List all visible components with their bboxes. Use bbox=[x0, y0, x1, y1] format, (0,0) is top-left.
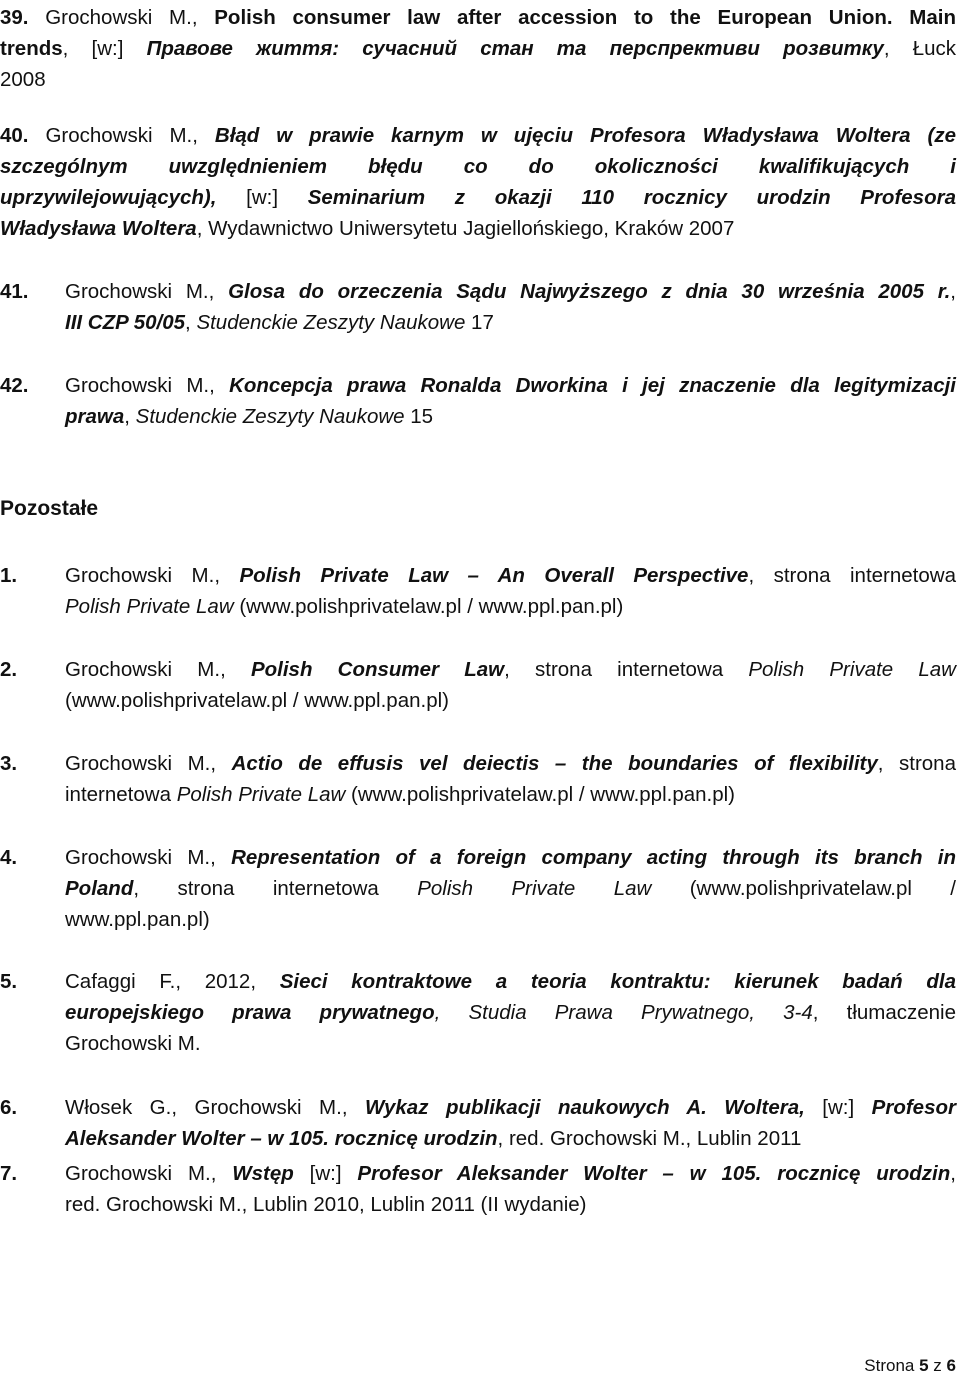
entry-text: , bbox=[185, 311, 197, 334]
entry-text: prawa bbox=[65, 405, 125, 428]
entry-text: szczególnym uwzględnieniem błędu co do okoliczności kwalifikujących i bbox=[0, 155, 956, 178]
bibliography-entry-42 bbox=[0, 370, 956, 432]
entry-line bbox=[0, 654, 956, 685]
entry-number: 4. bbox=[0, 846, 18, 869]
author-name: Grochowski M. bbox=[65, 280, 209, 303]
entry-text: III CZP 50/05 bbox=[65, 311, 186, 334]
author-name: Grochowski M. bbox=[65, 658, 221, 681]
entry-number: 7. bbox=[0, 1162, 18, 1185]
author-name: Grochowski M. bbox=[65, 374, 210, 397]
entry-text: Władysława Woltera bbox=[0, 217, 197, 240]
entry-text: internetowa bbox=[65, 783, 177, 806]
entry-text: www.ppl.pan.pl) bbox=[65, 908, 210, 931]
other-entry-2 bbox=[0, 654, 956, 716]
other-entry-1 bbox=[0, 560, 956, 622]
page-footer bbox=[864, 1356, 956, 1376]
entry-text: , 2012, bbox=[175, 970, 280, 993]
entry-line bbox=[0, 842, 956, 873]
entry-text: Polish Private Law bbox=[417, 877, 652, 900]
entry-text: , bbox=[210, 1162, 233, 1185]
entry-number: 6. bbox=[0, 1096, 18, 1119]
footer-middle: z bbox=[928, 1356, 947, 1375]
entry-text: , Łuck bbox=[883, 37, 956, 60]
entry-line bbox=[0, 307, 956, 338]
entry-text: , [w:] bbox=[62, 37, 147, 60]
entry-line bbox=[0, 64, 956, 95]
entry-line bbox=[0, 1189, 956, 1220]
entry-text: , bbox=[210, 846, 232, 869]
entry-text: Profesor Aleksander Wolter – w 105. rocznicę urodzin bbox=[357, 1162, 951, 1185]
entry-text: Polish Private Law bbox=[748, 658, 956, 681]
entry-line bbox=[0, 873, 956, 904]
entry-text: , strona bbox=[877, 752, 956, 775]
entry-line bbox=[0, 966, 956, 997]
entry-text: Wstęp bbox=[232, 1162, 294, 1185]
entry-text: , strona internetowa bbox=[748, 564, 956, 587]
entry-line bbox=[0, 560, 956, 591]
entry-text: Studenckie Zeszyty Naukowe bbox=[135, 405, 405, 428]
entry-text: , bbox=[209, 374, 230, 397]
author-name: Grochowski M. bbox=[45, 6, 192, 29]
bibliography-entry-41 bbox=[0, 276, 956, 338]
entry-text: , strona internetowa bbox=[504, 658, 749, 681]
entry-text: Polish Consumer Law bbox=[250, 658, 505, 681]
entry-number: 5. bbox=[0, 970, 18, 993]
entry-text: , bbox=[950, 1162, 956, 1185]
entry-line bbox=[0, 779, 956, 810]
entry-line bbox=[0, 370, 956, 401]
entry-line bbox=[0, 1123, 956, 1154]
entry-text: Studenckie Zeszyty Naukowe bbox=[196, 311, 466, 334]
entry-line bbox=[0, 591, 956, 622]
entry-text: uprzywilejowujących), bbox=[0, 186, 217, 209]
entry-number: 41. bbox=[0, 280, 29, 303]
entry-line bbox=[0, 120, 956, 151]
entry-text: Representation of a foreign company acting through its branch in bbox=[231, 846, 956, 869]
author-name: Włosek G., Grochowski M. bbox=[65, 1096, 342, 1119]
entry-number: 39. bbox=[0, 6, 46, 29]
entry-line bbox=[0, 748, 956, 779]
entry-text: Polish Private Law bbox=[65, 595, 234, 618]
author-name: Grochowski M. bbox=[65, 564, 215, 587]
footer-page-total: 6 bbox=[946, 1356, 956, 1375]
entry-text: 2008 bbox=[0, 68, 46, 91]
entry-text: [w:] bbox=[293, 1162, 358, 1185]
entry-text: Grochowski M. bbox=[65, 1032, 201, 1055]
entry-text: , bbox=[950, 280, 956, 303]
entry-text: (www.polishprivatelaw.pl / www.ppl.pan.pl) bbox=[65, 689, 449, 712]
entry-text: , bbox=[220, 658, 251, 681]
entry-text: , bbox=[191, 6, 215, 29]
entry-line bbox=[0, 182, 956, 213]
entry-text: Polish Private Law – An Overall Perspective bbox=[239, 564, 749, 587]
entry-text: Aleksander Wolter – w 105. rocznicę urodzin bbox=[65, 1127, 498, 1150]
footer-prefix: Strona bbox=[864, 1356, 920, 1375]
bibliography-entry-39 bbox=[0, 2, 956, 95]
entry-number: 2. bbox=[0, 658, 18, 681]
entry-line bbox=[0, 997, 956, 1028]
entry-line bbox=[0, 904, 956, 935]
entry-text: [w:] bbox=[804, 1096, 872, 1119]
entry-line bbox=[0, 33, 956, 64]
entry-text: , bbox=[208, 280, 229, 303]
entry-line bbox=[0, 1158, 956, 1189]
entry-line bbox=[0, 2, 956, 33]
other-entry-4 bbox=[0, 842, 956, 935]
entry-text: (www.polishprivatelaw.pl / www.ppl.pan.pl) bbox=[233, 595, 624, 618]
entry-text: , red. Grochowski M., Lublin 2011 bbox=[497, 1127, 802, 1150]
other-entry-5 bbox=[0, 966, 956, 1059]
entry-line bbox=[0, 151, 956, 182]
entry-text: 15 bbox=[404, 405, 434, 428]
author-name: Grochowski M. bbox=[65, 752, 211, 775]
entry-text: Actio de effusis vel deiectis – the boundaries of flexibility bbox=[231, 752, 878, 775]
other-entry-7 bbox=[0, 1158, 956, 1220]
entry-text: Błąd w prawie karnym w ujęciu Profesora Władysława Woltera (ze bbox=[214, 124, 956, 147]
section-heading: Pozostałe bbox=[0, 497, 99, 520]
entry-line bbox=[0, 276, 956, 307]
other-entry-6 bbox=[0, 1092, 956, 1154]
entry-line bbox=[0, 401, 956, 432]
entry-number: 3. bbox=[0, 752, 18, 775]
entry-text: Poland bbox=[65, 877, 134, 900]
entry-text: Polish consumer law after accession to the European Union. Main bbox=[214, 6, 956, 29]
entry-number: 1. bbox=[0, 564, 18, 587]
entry-text: , Wydawnictwo Uniwersytetu Jagiellońskiego, Kraków 2007 bbox=[196, 217, 735, 240]
entry-text: , tłumaczenie bbox=[812, 1001, 957, 1024]
entry-text: Polish Private Law bbox=[176, 783, 346, 806]
other-entry-3 bbox=[0, 748, 956, 810]
footer-page-number: 5 bbox=[919, 1356, 929, 1375]
author-name: Grochowski M. bbox=[65, 846, 211, 869]
entry-text: , strona internetowa bbox=[133, 877, 418, 900]
author-name: Grochowski M. bbox=[45, 124, 193, 147]
entry-line bbox=[0, 213, 956, 244]
entry-text: 17 bbox=[465, 311, 494, 334]
entry-line bbox=[0, 1092, 956, 1123]
entry-text: europejskiego prawa prywatnego bbox=[65, 1001, 435, 1024]
entry-text: Seminarium z okazji 110 rocznicy urodzin Profesora bbox=[307, 186, 956, 209]
entry-text: [w:] bbox=[216, 186, 308, 209]
entry-text: Profesor bbox=[871, 1096, 956, 1119]
entry-text: , bbox=[341, 1096, 366, 1119]
author-name: Grochowski M. bbox=[65, 1162, 211, 1185]
entry-text: (www.polishprivatelaw.pl / bbox=[651, 877, 957, 900]
entry-text: , Studia Prawa Prywatnego, 3-4 bbox=[434, 1001, 813, 1024]
author-name: Cafaggi F. bbox=[65, 970, 176, 993]
entry-text: Правове життя: сучасний стан та перспрективи розвитку bbox=[146, 37, 884, 60]
entry-text: Koncepcja prawa Ronalda Dworkina i jej znaczenie dla legitymizacji bbox=[229, 374, 956, 397]
entry-text: , bbox=[214, 564, 240, 587]
entry-text: trends bbox=[0, 37, 63, 60]
entry-line bbox=[0, 685, 956, 716]
entry-line bbox=[0, 1028, 956, 1059]
entry-text: red. Grochowski M., Lublin 2010, Lublin 2011 (II wydanie) bbox=[65, 1193, 587, 1216]
entry-number: 40. bbox=[0, 124, 46, 147]
entry-text: Sieci kontraktowe a teoria kontraktu: kierunek badań dla bbox=[279, 970, 956, 993]
entry-number: 42. bbox=[0, 374, 29, 397]
entry-text: , bbox=[210, 752, 232, 775]
entry-text: , bbox=[124, 405, 136, 428]
bibliography-entry-40 bbox=[0, 120, 956, 244]
entry-text: (www.polishprivatelaw.pl / www.ppl.pan.pl) bbox=[345, 783, 735, 806]
entry-text: Wykaz publikacji naukowych A. Woltera, bbox=[365, 1096, 805, 1119]
entry-text: Glosa do orzeczenia Sądu Najwyższego z dnia 30 września 2005 r. bbox=[228, 280, 951, 303]
entry-text: , bbox=[192, 124, 215, 147]
